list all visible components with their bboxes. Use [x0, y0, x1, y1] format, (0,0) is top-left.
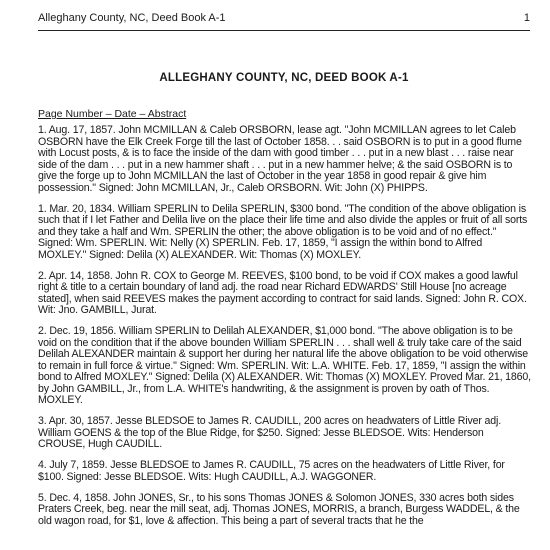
page-header — [38, 12, 530, 30]
column-subheading: Page Number – Date – Abstract — [38, 108, 187, 120]
header-rule — [38, 30, 530, 31]
deed-entry: 5. Dec. 4, 1858. John JONES, Sr., to his sons Thomas JONES & Solomon JONES, 330 acres both sides Praters Creek, beg. near the mill seat, adj. Thomas JONES, MORRIS, a branch, Burgess WADDEL, & the old wagon road, for $1, love & affection. This being a part of several tracts that he the — [38, 491, 520, 527]
deed-entry: 2. Dec. 19, 1856. William SPERLIN to Delilah ALEXANDER, $1,000 bond. "The above obligation is to be void on the condition that if the above bounden William SPERLIN . . . shall well & truly take care of the said Delilah ALEXANDER maintain & support her during her natural life the above obligation to be void otherwise to remain in full force & virtue." Signed: Wm. SPERLIN. Wit: L.A. WHITE. Feb. 17, 1859, "I assign the within bond to Alfred MOXLEY." Signed: Delila (X) ALEXANDER. Wit: Thomas (X) MOXLEY. Proved Mar. 21, 1860, by John GAMBILL, Jr., from L.A. WHITE's handwriting, & the assignment is proven by oath of Thos. MOXLEY. — [38, 325, 531, 406]
document-title: ALLEGHANY COUNTY, NC, DEED BOOK A-1 — [159, 72, 409, 84]
deed-entry: 1. Aug. 17, 1857. John MCMILLAN & Caleb ORSBORN, lease agt. "John MCMILLAN agrees to let Caleb OSBORN have the Elk Creek Forge till the last of October 1858. . . said OSBORN is to put in a good flume with Locust posts, & is to face the inside of the dam with good timber . . . put in a new blast . . . raise near side of the dam . . . put in a new hammer shaft . . . put in a new hammer helve; & the said OSBORN is to give the forge up to John MCMILLAN the last of October in the year 1858 in good repair & give him possession." Signed: John MCMILLAN, Jr., Caleb ORSBORN. Wit: John (X) PHIPPS. — [38, 125, 522, 194]
deed-entry: 3. Apr. 30, 1857. Jesse BLEDSOE to James R. CAUDILL, 200 acres on headwaters of Little River adj. William GOENS & the top of the Blue Ridge, for $250. Signed: Jesse BLEDSOE. Wits: Henderson CROUSE, Hugh CAUDILL. — [38, 415, 502, 450]
deed-entry: 4. July 7, 1859. Jesse BLEDSOE to James R. CAUDILL, 75 acres on the headwaters of Little River, for $100. Signed: Jesse BLEDSOE. Wits: Hugh CAUDILL, A.J. WAGGONER. — [38, 459, 505, 483]
deed-entry: 2. Apr. 14, 1858. John R. COX to George M. REEVES, $100 bond, to be void if COX makes a good lawful right & title to a certain boundary of land adj. the road near Richard EDWARDS' Still House [no acreage stated], when said REEVES makes the payment according to contract for said lands. Signed: John R. COX. Wit: Jno. GAMBILL, Jurat. — [38, 269, 527, 316]
header-page-number: 1 — [523, 12, 530, 24]
document-body — [38, 125, 532, 550]
deed-entry: 1. Mar. 20, 1834. William SPERLIN to Delila SPERLIN, $300 bond. "The condition of the above obligation is such that if I let Father and Delila live on the place their life time and also divide the apples or fruit of all sorts and they take a half and Wm. SPERLIN the other; the above obligation is to be void and of no effect." Signed: Wm. SPERLIN. Wit: Nelly (X) SPERLIN. Feb. 17, 1859, "I assign the within bond to Alfred MOXLEY." Signed: Delila (X) ALEXANDER. Wit: Thomas (X) MOXLEY. — [38, 202, 528, 261]
header-title: Alleghany County, NC, Deed Book A-1 — [38, 12, 226, 24]
